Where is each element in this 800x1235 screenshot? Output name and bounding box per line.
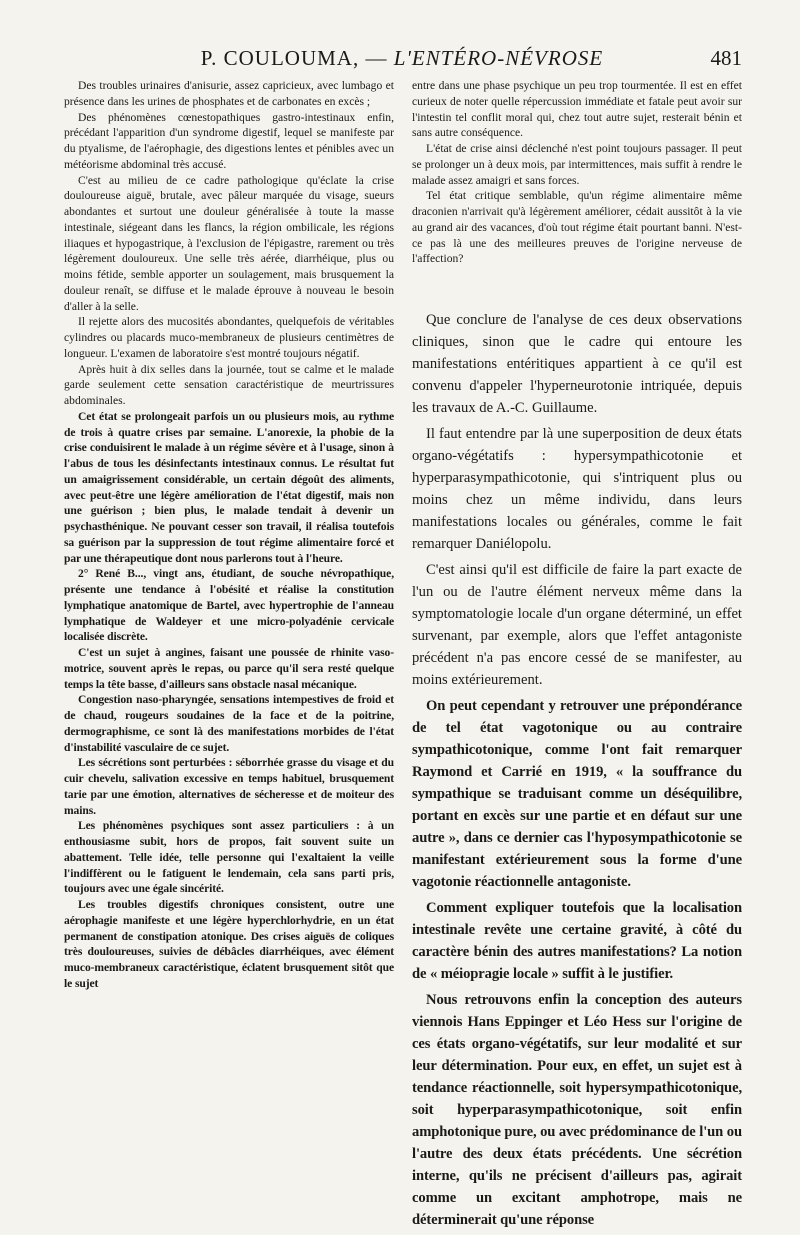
paragraph: entre dans une phase psychique un peu trop tourmentée. Il est en effet curieux de noter quelle répercussion immédiate et fatale peut avoir sur l'intestin tel conflit moral qui, chez tout autre sujet, resterait bénin et sans autre conséquence. [412,79,742,140]
paragraph: C'est un sujet à angines, faisant une poussée de rhinite vaso-motrice, souvent après le repas, ou parce qu'il sera resté quelque temps la tête basse, d'ailleurs sans obstacle nasal mécanique. [64,646,394,691]
paragraph: Que conclure de l'analyse de ces deux observations cliniques, sinon que le cadre qui entoure les manifestations entéritiques appartient à ce qu'il est convenu d'appeler l'hyperneurotonie intriquée, depuis les travaux de A.-C. Guillaume. [412,312,742,416]
right-column-main [412,309,742,1235]
paragraph: C'est au milieu de ce cadre pathologique qu'éclate la crise douloureuse aiguë, brutale, avec pâleur marquée du visage, sueurs abondantes et surtout une douleur généralisée à toute la masse intestinale, siégeant dans les flancs, la région ombilicale, les régions iliaques et hypogastrique, à l'exclusion de l'épigastre, rarement ou très légèrement douloureux. Une selle très aérée, diarrhéique, plus ou moins fétide, semble apporter un soulagement, mais brusquement la douleur renaît, se diffuse et le malade éprouve à nouveau le besoin d'aller à la selle. [64,173,394,313]
running-title [62,46,742,71]
paragraph: Tel état critique semblable, qu'un régime alimentaire même draconien n'arrivait qu'à légèrement améliorer, cédait aussitôt à la vie au grand air des vacances, d'où tout régime était pourtant banni. N'est-ce pas là une des meilleures preuves de l'origine nerveuse de l'affection? [412,189,742,266]
paragraph: Des troubles urinaires d'anisurie, assez capricieux, avec lumbago et présence dans les urines de phosphates et de carbonates en excès ; [64,79,394,108]
paragraph: 2° René B..., vingt ans, étudiant, de souche névropathique, présente une tendance à l'obésité et réalise la constitution lymphatique anatomique de Bartel, avec hypertrophie de l'anneau lymphatique de Waldeyer et une micro-polyadénie cervicale localisée discrète. [64,567,394,644]
right-column-top [412,78,742,267]
page-number: 481 [710,46,742,70]
paragraph: Congestion naso-pharyngée, sensations intempestives de froid et de chaud, rougeurs soudaines de la face et de la poitrine, dermographisme, ce sont là des manifestations morbides de l'état d'instabilité vasculaire de ce sujet. [64,693,394,754]
paragraph: Des phénomènes cœnestopathiques gastro-intestinaux enfin, précédant l'apparition d'un syndrome digestif, lequel se manifeste par du ptyalisme, de l'aérophagie, des digestions lentes et pénibles avec un météorisme abdominal très accusé. [64,110,394,171]
paragraph: Il rejette alors des mucosités abondantes, quelquefois de véritables cylindres ou placards muco-membraneux de plusieurs centimètres de longueur. L'examen de laboratoire s'est montré toujours négatif. [64,315,394,360]
left-column [64,78,394,992]
paragraph: Les troubles digestifs chroniques consistent, outre une aérophagie manifeste et une légère hyperchlorhydrie, en un état permanent de constipation atonique. Des crises aiguës de coliques très douloureuses, suivies de débâcles diarrhéiques, avec élément muco-membraneux caractéristique, éclatent brusquement sitôt que le sujet [64,898,394,990]
paragraph: L'état de crise ainsi déclenché n'est point toujours passager. Il peut se prolonger un à deux mois, par intermittences, mais suffit à rendre le malade assez amaigri et sans forces. [412,142,742,187]
paragraph: Les phénomènes psychiques sont assez particuliers : à un enthousiasme subit, hors de propos, fait souvent suite un abattement. Telle idée, telle personne qui l'exaltaient la veille l'indiffèrent ou le fatiguent le lendemain, cela sans parti pris, toujours avec une égale sincérité. [64,819,394,896]
paragraph: Comment expliquer toutefois que la localisation intestinale revête une certaine gravité, à côté du caractère bénin des autres manifestations? La notion de « méiopragie locale » suffit à le justifier. [412,900,742,982]
paragraph: Après huit à dix selles dans la journée, tout se calme et le malade garde seulement cette sensation caractéristique de meurtrissures abdominales. [64,362,394,407]
running-header [62,44,742,74]
paragraph: Les sécrétions sont perturbées : séborrhée grasse du visage et du cuir chevelu, salivation excessive en temps habituel, brusquement tarie par une émotion, alternatives de sécheresse et de moiteur des mains. [64,756,394,817]
paragraph: Nous retrouvons enfin la conception des auteurs viennois Hans Eppinger et Léo Hess sur l'origine de ces états organo-végétatifs, sur leur modalité et sur leur détermination. Pour eux, en effet, un sujet est à tendance réactionnelle, soit hypersympathicotonique, soit hyperparasympathicotonique, soit enfin amphotonique pure, ou avec prédominance de l'un ou l'autre des deux états précédents. Une sécrétion interne, qu'ils ne précisent d'ailleurs pas, agirait comme un excitant amphotrope, mais ne déterminerait qu'une réponse [412,992,742,1228]
paragraph: C'est ainsi qu'il est difficile de faire la part exacte de l'un ou de l'autre élément nerveux même dans la symptomatologie locale d'un organe déterminé, un effet survenant, par exemple, alors que l'effet antagoniste précédent n'a pas encore cessé de se manifester, au moins extérieurement. [412,562,742,688]
paragraph: Il faut entendre par là une superposition de deux états organo-végétatifs : hypersympathicotonie et hyperparasympathicotonie, qui s'intriquent plus ou moins chez un même individu, dans leurs manifestations locales ou générales, comme le fait remarquer Daniélopolu. [412,426,742,552]
header-article-title: L'ENTÉRO-NÉVROSE [393,46,604,70]
paragraph: On peut cependant y retrouver une prépondérance de tel état vagotonique ou au contraire sympathicotonique, comme l'ont fait remarquer Raymond et Carrié en 1919, « la souffrance du sympathique se traduisant comme un déséquilibre, portant en excès sur une partie et en défaut sur une autre », dans ce dernier cas l'hyposympathicotonie se manifestant extérieurement sous la forme d'une vagotonie réactionnelle antagoniste. [412,698,742,890]
paragraph: Cet état se prolongeait parfois un ou plusieurs mois, au rythme de trois à quatre crises par semaine. L'anorexie, la phobie de la crise conduisirent le malade à un régime sévère et à l'usage, sinon à l'abus de tous les désinfectants intestinaux connus. Le résultat fut un amaigrissement considérable, un certain dégoût des aliments, avec peut-être une légère amélioration de l'état digestif, mais non une guérison ; bien plus, le malade tendait à devenir un psychasthénique. Ne pouvant cesser son travail, il réalisa toutefois sa guérison par la suppression de tout régime alimentaire forcé et par une thérapeutique dont nous parlerons tout à l'heure. [64,409,394,565]
header-dash: — [365,46,388,70]
header-author: P. COULOUMA, [200,46,360,70]
